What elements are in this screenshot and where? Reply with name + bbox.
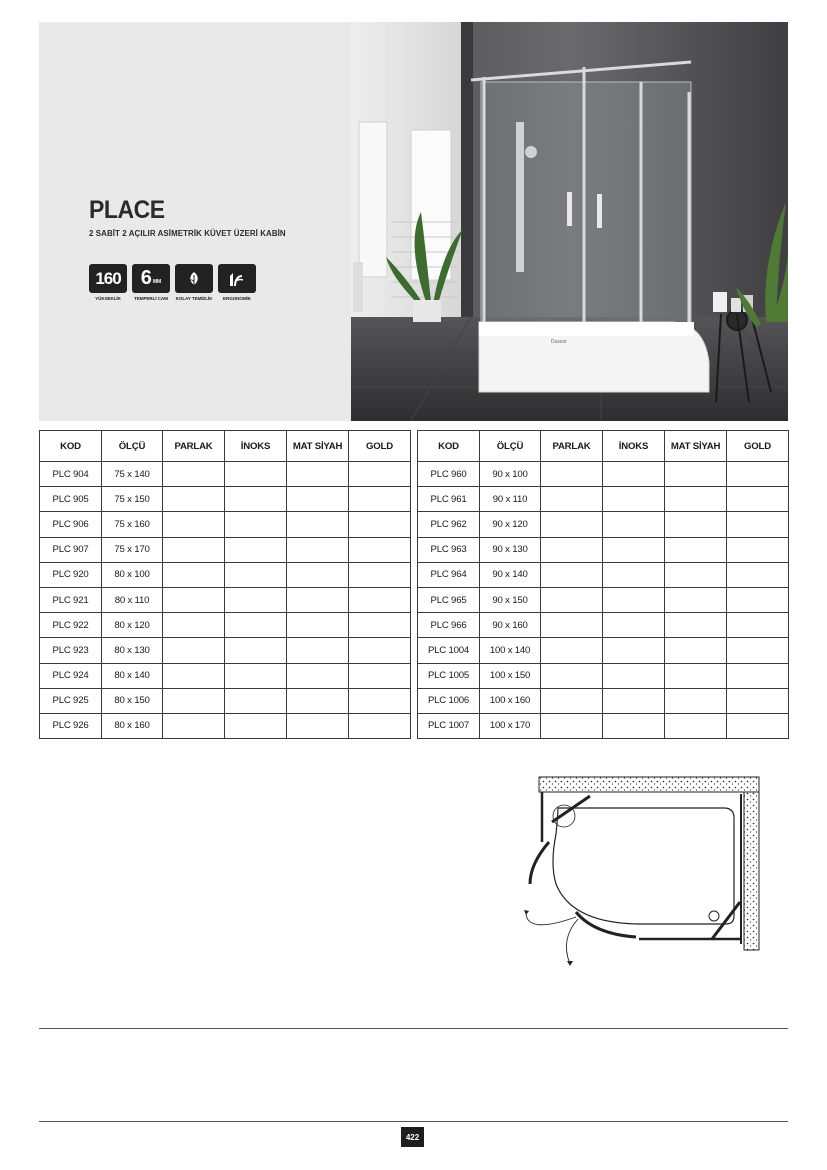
code-cell: PLC 961 [418, 487, 480, 512]
finish-cell [727, 587, 789, 612]
code-cell: PLC 905 [40, 487, 102, 512]
code-cell: PLC 906 [40, 512, 102, 537]
finish-cell [225, 537, 287, 562]
finish-cell [163, 613, 225, 638]
finish-cell [163, 587, 225, 612]
finish-cell [665, 713, 727, 738]
size-cell: 80 x 100 [102, 562, 163, 587]
finish-cell [727, 487, 789, 512]
size-cell: 80 x 120 [102, 613, 163, 638]
table-row [418, 587, 789, 612]
finish-cell [225, 638, 287, 663]
finish-cell [603, 562, 665, 587]
table-row [40, 713, 411, 738]
header-inoks: İNOKS [603, 431, 665, 462]
header-mat-siyah: MAT SİYAH [287, 431, 349, 462]
size-cell: 90 x 150 [480, 587, 541, 612]
table-row [418, 638, 789, 663]
finish-cell [225, 512, 287, 537]
size-cell: 100 x 140 [480, 638, 541, 663]
table-row [418, 537, 789, 562]
table-row [418, 512, 789, 537]
spec-table-right [417, 430, 789, 739]
finish-cell [287, 613, 349, 638]
finish-cell [603, 587, 665, 612]
finish-cell [163, 562, 225, 587]
table-row [40, 587, 411, 612]
glass-thickness-badge [132, 264, 170, 306]
size-cell: 90 x 120 [480, 512, 541, 537]
wave-icon [227, 270, 247, 288]
finish-cell [665, 562, 727, 587]
size-cell: 75 x 170 [102, 537, 163, 562]
table-row [40, 613, 411, 638]
finish-cell [287, 512, 349, 537]
height-label: YÜKSEKLİK [95, 296, 121, 301]
finish-cell [603, 638, 665, 663]
size-cell: 90 x 110 [480, 487, 541, 512]
glass-thickness-label: TEMPERLİ CAM [134, 296, 168, 301]
header-gold: GOLD [349, 431, 411, 462]
finish-cell [349, 587, 411, 612]
finish-cell [287, 663, 349, 688]
finish-cell [541, 613, 603, 638]
finish-cell [603, 537, 665, 562]
size-cell: 90 x 100 [480, 462, 541, 487]
brand-mark: Duscor [551, 339, 567, 345]
table-row [418, 663, 789, 688]
size-cell: 80 x 110 [102, 587, 163, 612]
finish-cell [287, 688, 349, 713]
table-row [418, 688, 789, 713]
table-header-row [418, 431, 789, 462]
finish-cell [287, 587, 349, 612]
code-cell: PLC 922 [40, 613, 102, 638]
code-cell: PLC 921 [40, 587, 102, 612]
size-cell: 80 x 130 [102, 638, 163, 663]
finish-cell [287, 462, 349, 487]
table-row [40, 512, 411, 537]
finish-cell [541, 713, 603, 738]
product-photo [351, 22, 788, 421]
finish-cell [541, 487, 603, 512]
finish-cell [163, 512, 225, 537]
table-row [40, 663, 411, 688]
finish-cell [727, 613, 789, 638]
finish-cell [541, 587, 603, 612]
code-cell: PLC 907 [40, 537, 102, 562]
code-cell: PLC 966 [418, 613, 480, 638]
code-cell: PLC 1006 [418, 688, 480, 713]
finish-cell [603, 663, 665, 688]
code-cell: PLC 963 [418, 537, 480, 562]
finish-cell [603, 713, 665, 738]
finish-cell [287, 487, 349, 512]
floor-plan-diagram [512, 774, 768, 972]
finish-cell [163, 487, 225, 512]
finish-cell [349, 613, 411, 638]
code-cell: PLC 925 [40, 688, 102, 713]
finish-cell [287, 562, 349, 587]
glass-thickness-value: 6 [140, 267, 152, 289]
finish-cell [541, 537, 603, 562]
feature-badges [89, 264, 256, 306]
size-cell: 75 x 140 [102, 462, 163, 487]
finish-cell [225, 688, 287, 713]
finish-cell [225, 613, 287, 638]
table-row [40, 688, 411, 713]
table-row [418, 562, 789, 587]
divider-line [39, 1028, 788, 1029]
finish-cell [349, 462, 411, 487]
finish-cell [665, 688, 727, 713]
finish-cell [349, 512, 411, 537]
cabin-plan-drawing [512, 774, 768, 972]
leaf-icon [185, 270, 203, 288]
table-row [418, 462, 789, 487]
header-gold: GOLD [727, 431, 789, 462]
shower-cabin-photo [351, 22, 788, 421]
spec-table-left [39, 430, 411, 739]
finish-cell [603, 487, 665, 512]
size-cell: 100 x 170 [480, 713, 541, 738]
finish-cell [603, 462, 665, 487]
header-kod: KOD [418, 431, 480, 462]
leaf-eco-badge [175, 264, 213, 306]
header-mat-siyah: MAT SİYAH [665, 431, 727, 462]
size-cell: 75 x 150 [102, 487, 163, 512]
finish-cell [665, 663, 727, 688]
code-cell: PLC 920 [40, 562, 102, 587]
finish-cell [541, 663, 603, 688]
finish-cell [603, 512, 665, 537]
finish-cell [603, 613, 665, 638]
finish-cell [727, 638, 789, 663]
finish-cell [727, 512, 789, 537]
table-row [40, 487, 411, 512]
code-cell: PLC 1007 [418, 713, 480, 738]
glass-thickness-unit: MM [152, 278, 162, 285]
finish-cell [665, 537, 727, 562]
finish-cell [225, 487, 287, 512]
finish-cell [163, 638, 225, 663]
finish-cell [665, 587, 727, 612]
code-cell: PLC 960 [418, 462, 480, 487]
size-cell: 90 x 160 [480, 613, 541, 638]
table-row [40, 537, 411, 562]
size-cell: 90 x 130 [480, 537, 541, 562]
table-row [40, 462, 411, 487]
finish-cell [665, 638, 727, 663]
header-olcu: ÖLÇÜ [480, 431, 541, 462]
code-cell: PLC 962 [418, 512, 480, 537]
header-parlak: PARLAK [541, 431, 603, 462]
size-cell: 80 x 160 [102, 713, 163, 738]
size-cell: 80 x 150 [102, 688, 163, 713]
wave-badge [218, 264, 256, 306]
finish-cell [541, 462, 603, 487]
height-value: 160 [89, 264, 127, 293]
finish-cell [163, 688, 225, 713]
page-number: 422 [401, 1127, 424, 1147]
header-kod: KOD [40, 431, 102, 462]
finish-cell [349, 537, 411, 562]
finish-cell [163, 462, 225, 487]
header-inoks: İNOKS [225, 431, 287, 462]
table-row [418, 613, 789, 638]
finish-cell [727, 713, 789, 738]
finish-cell [349, 663, 411, 688]
finish-cell [163, 713, 225, 738]
hero-info-panel [39, 22, 351, 421]
finish-cell [287, 713, 349, 738]
table-header-row [40, 431, 411, 462]
code-cell: PLC 923 [40, 638, 102, 663]
ergonomic-label: ERGONOMİK [223, 296, 251, 301]
code-cell: PLC 926 [40, 713, 102, 738]
table-row [418, 713, 789, 738]
finish-cell [541, 688, 603, 713]
size-cell: 75 x 160 [102, 512, 163, 537]
code-cell: PLC 924 [40, 663, 102, 688]
finish-cell [541, 638, 603, 663]
code-cell: PLC 904 [40, 462, 102, 487]
finish-cell [225, 462, 287, 487]
code-cell: PLC 1005 [418, 663, 480, 688]
finish-cell [349, 638, 411, 663]
footer-divider [39, 1121, 788, 1122]
finish-cell [665, 512, 727, 537]
product-subtitle: 2 SABİT 2 AÇILIR ASİMETRİK KÜVET ÜZERİ KABİN [89, 228, 286, 238]
finish-cell [163, 537, 225, 562]
table-row [40, 638, 411, 663]
finish-cell [727, 663, 789, 688]
finish-cell [603, 688, 665, 713]
size-cell: 80 x 140 [102, 663, 163, 688]
finish-cell [225, 587, 287, 612]
size-cell: 90 x 140 [480, 562, 541, 587]
product-title: PLACE [89, 196, 165, 224]
finish-cell [287, 537, 349, 562]
height-badge [89, 264, 127, 306]
finish-cell [349, 713, 411, 738]
table-row [418, 487, 789, 512]
finish-cell [665, 462, 727, 487]
finish-cell [349, 562, 411, 587]
code-cell: PLC 1004 [418, 638, 480, 663]
finish-cell [727, 562, 789, 587]
finish-cell [287, 638, 349, 663]
finish-cell [541, 562, 603, 587]
finish-cell [349, 688, 411, 713]
finish-cell [665, 613, 727, 638]
finish-cell [225, 663, 287, 688]
eco-label: KOLAY TEMİZLİK [175, 296, 213, 301]
header-parlak: PARLAK [163, 431, 225, 462]
finish-cell [349, 487, 411, 512]
table-row [40, 562, 411, 587]
finish-cell [665, 487, 727, 512]
finish-cell [727, 537, 789, 562]
finish-cell [225, 713, 287, 738]
code-cell: PLC 965 [418, 587, 480, 612]
finish-cell [163, 663, 225, 688]
finish-cell [225, 562, 287, 587]
finish-cell [727, 688, 789, 713]
header-olcu: ÖLÇÜ [102, 431, 163, 462]
size-cell: 100 x 150 [480, 663, 541, 688]
finish-cell [727, 462, 789, 487]
code-cell: PLC 964 [418, 562, 480, 587]
finish-cell [541, 512, 603, 537]
size-cell: 100 x 160 [480, 688, 541, 713]
